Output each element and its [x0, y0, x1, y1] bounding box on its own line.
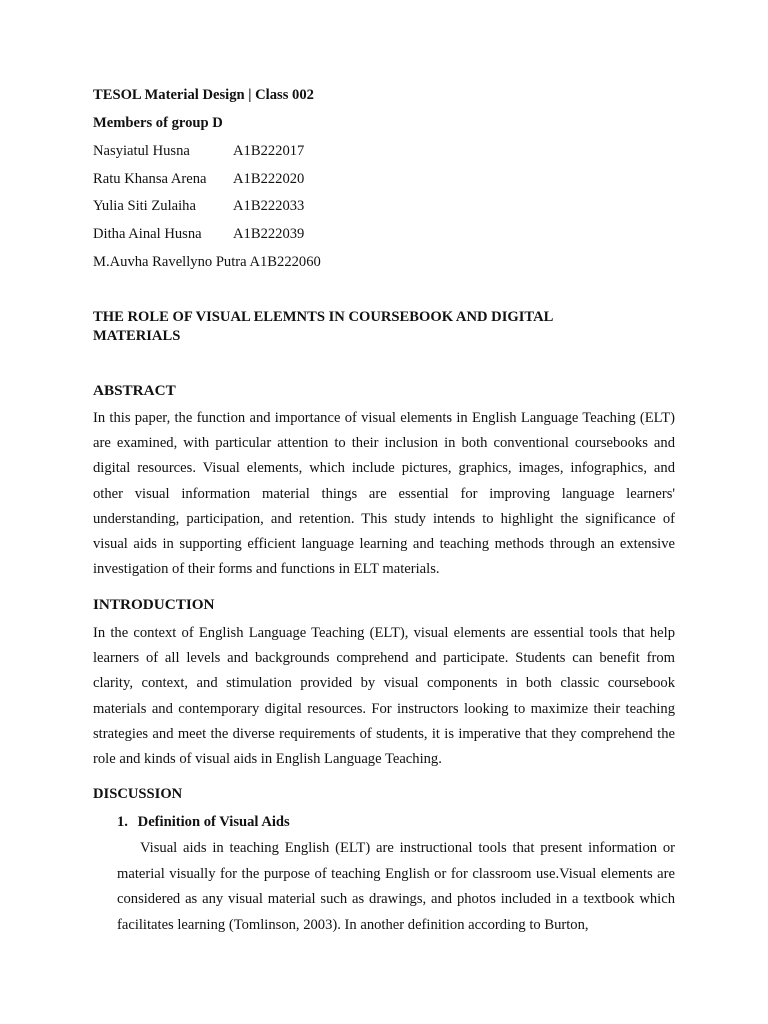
course-line: TESOL Material Design | Class 002: [93, 87, 314, 103]
introduction-paragraph: In the context of English Language Teaching (ELT), visual elements are essential tools that help learners of all levels and backgrounds comprehend and participate. Students can benefit from clarity, context, and stimulation provided by visual components in both classic coursebook materials and contemporary digital resources. For instructors looking to maximize their teaching strategies and meet the diverse requirements of students, it is imperative that they comprehend the role and kinds of visual aids in English Language Teaching.: [93, 625, 675, 768]
discussion-heading: DISCUSSION: [93, 786, 183, 802]
introduction-heading: INTRODUCTION: [93, 596, 215, 613]
discussion-paragraph: Visual aids in teaching English (ELT) are instructional tools that present information or material visually for the purpose of teaching English or for classroom use.Visual elements are considered as any visual material such as drawings, and photos included in a textbook which facilitates learning (Tomlinson, 2003). In another definition according to Burton,: [117, 840, 675, 933]
subsection-number: 1.: [117, 814, 128, 830]
member-name: Nasyiatul Husna: [93, 143, 190, 159]
member-id: A1B222033: [233, 198, 305, 214]
member-id: A1B222017: [233, 143, 305, 159]
member-name: Ditha Ainal Husna: [93, 226, 202, 242]
member-id: A1B222039: [233, 226, 305, 242]
abstract-heading: ABSTRACT: [93, 382, 176, 399]
paper-title: THE ROLE OF VISUAL ELEMNTS IN COURSEBOOK AND DIGITAL MATERIALS: [93, 309, 553, 344]
member-name: Ratu Khansa Arena: [93, 171, 207, 187]
member-id: A1B222020: [233, 171, 305, 187]
group-line: Members of group D: [93, 115, 223, 131]
subsection-title: Definition of Visual Aids: [137, 814, 290, 830]
member-row-last: M.Auvha Ravellyno Putra A1B222060: [93, 254, 321, 270]
member-name: Yulia Siti Zulaiha: [93, 198, 196, 214]
abstract-paragraph: In this paper, the function and importance of visual elements in English Language Teaching (ELT) are examined, with particular attention to their inclusion in both conventional coursebooks and digital resources. Visual elements, which include pictures, graphics, images, infographics, and other visual information material things are essential for improving language learners' understanding, participation, and retention. This study intends to highlight the significance of visual aids in supporting efficient language learning and teaching methods through an extensive investigation of their forms and functions in ELT materials.: [93, 410, 675, 578]
subsection-heading: [117, 813, 290, 831]
